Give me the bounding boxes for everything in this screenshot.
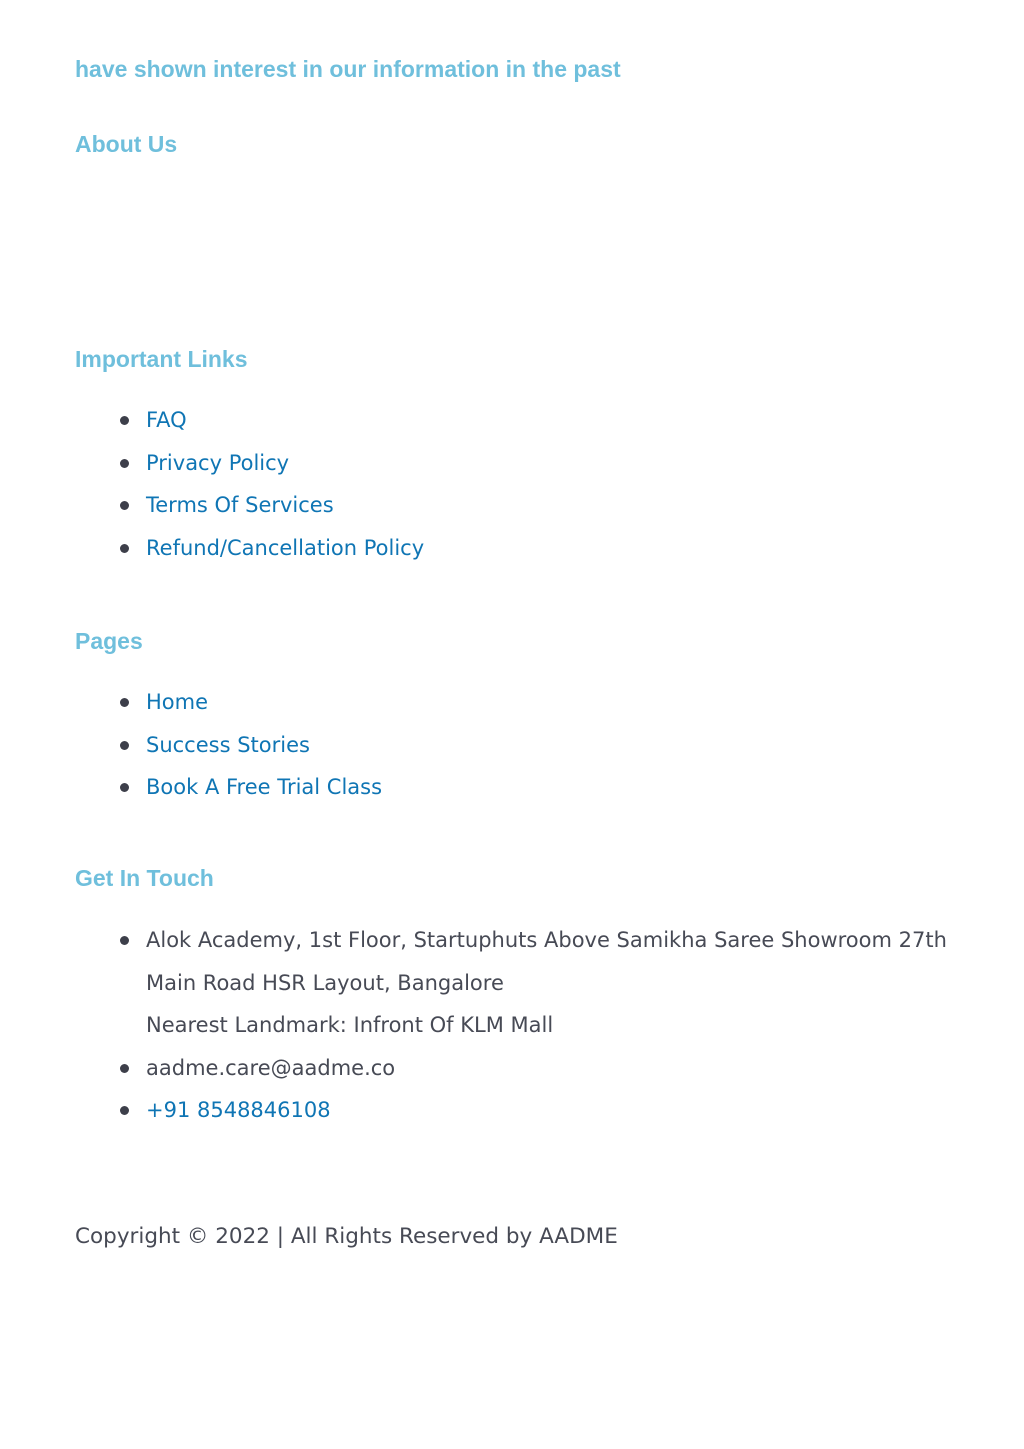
get-in-touch-heading: Get In Touch xyxy=(75,865,214,891)
important-links-list xyxy=(75,399,424,569)
bullet-icon xyxy=(120,1064,129,1073)
list-item xyxy=(75,484,424,527)
landmark-text: Nearest Landmark: Infront Of KLM Mall xyxy=(146,1013,554,1038)
list-item xyxy=(75,442,424,485)
bullet-icon xyxy=(120,783,129,792)
refund-cancellation-policy-link[interactable]: Refund/Cancellation Policy xyxy=(146,535,425,560)
list-item xyxy=(75,724,382,767)
bullet-icon xyxy=(120,501,129,510)
terms-of-services-link[interactable]: Terms Of Services xyxy=(146,493,334,518)
bullet-icon xyxy=(120,544,129,553)
about-heading: About Us xyxy=(75,131,178,157)
important-links-heading: Important Links xyxy=(75,346,248,372)
address-item xyxy=(75,919,947,1047)
list-item xyxy=(75,527,424,570)
phone-item xyxy=(75,1089,947,1132)
copyright-text: Copyright © 2022 | All Rights Reserved by AADME xyxy=(75,1224,618,1249)
bullet-icon xyxy=(120,1106,129,1115)
bullet-icon xyxy=(120,416,129,425)
privacy-policy-link[interactable]: Privacy Policy xyxy=(146,450,290,475)
email-item xyxy=(75,1047,947,1090)
faq-link[interactable]: FAQ xyxy=(146,408,187,432)
list-item xyxy=(75,766,382,809)
address-line-1: Alok Academy, 1st Floor, Startuphuts Above Samikha Saree Showroom 27th xyxy=(146,928,947,952)
book-free-trial-class-link[interactable]: Book A Free Trial Class xyxy=(146,775,383,800)
home-link[interactable]: Home xyxy=(146,690,209,714)
phone-link[interactable]: +91 8548846108 xyxy=(146,1098,331,1123)
list-item xyxy=(75,399,424,442)
pages-heading: Pages xyxy=(75,628,143,654)
list-item xyxy=(75,681,382,724)
bullet-icon xyxy=(120,936,129,945)
bullet-icon xyxy=(120,741,129,750)
success-stories-link[interactable]: Success Stories xyxy=(146,732,310,757)
pages-list xyxy=(75,681,382,809)
email-text: aadme.care@aadme.co xyxy=(146,1055,396,1080)
bullet-icon xyxy=(120,698,129,707)
bullet-icon xyxy=(120,459,129,468)
intro-text: have shown interest in our information in the past xyxy=(75,56,621,82)
address-line-2: Main Road HSR Layout, Bangalore xyxy=(146,970,504,995)
contact-list xyxy=(75,919,947,1132)
